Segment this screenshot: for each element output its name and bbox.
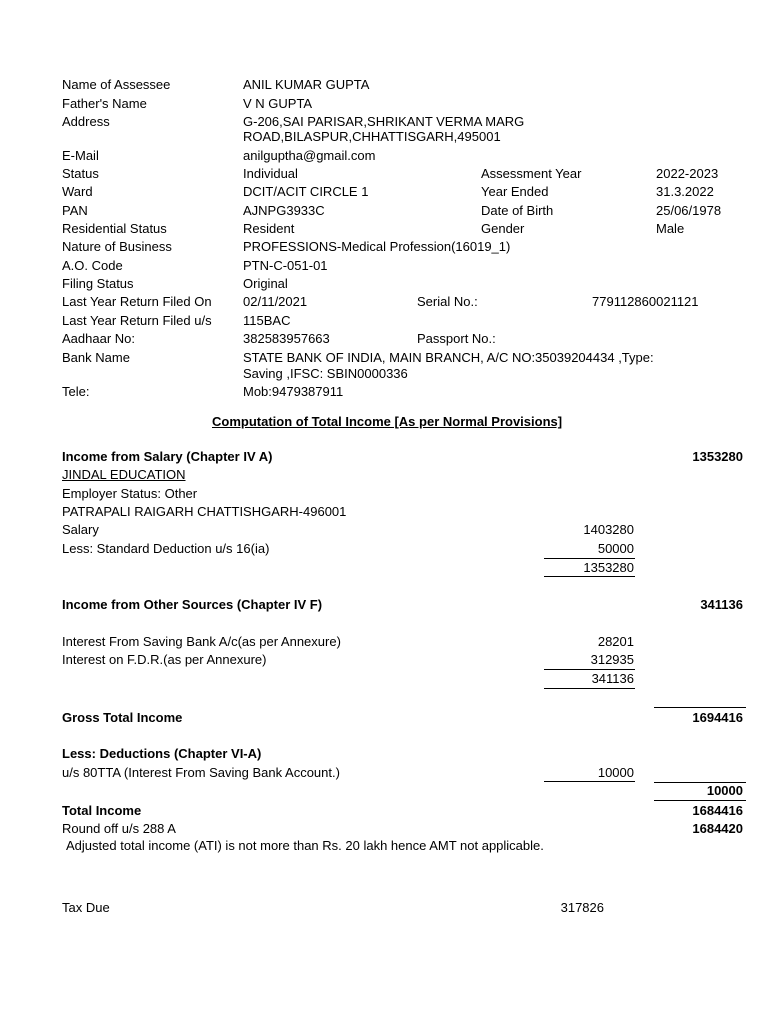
salary-label: Salary — [62, 522, 99, 537]
salary-subtotal-rule-bottom — [544, 576, 635, 577]
label-last-year-return-filed-on: Last Year Return Filed On — [62, 294, 212, 309]
round-off-label: Round off u/s 288 A — [62, 821, 176, 836]
fdr-interest-label: Interest on F.D.R.(as per Annexure) — [62, 652, 267, 667]
value-address-line-2: ROAD,BILASPUR,CHHATTISGARH,495001 — [243, 129, 501, 144]
label-address: Address — [62, 114, 110, 129]
label-tele: Tele: — [62, 384, 90, 399]
value-ao-code: PTN-C-051-01 — [243, 258, 328, 273]
value-residential-status: Resident — [243, 221, 295, 236]
value-address-line-1: G-206,SAI PARISAR,SHRIKANT VERMA MARG — [243, 114, 525, 129]
label-gender: Gender — [481, 221, 525, 236]
label-email: E-Mail — [62, 148, 99, 163]
gross-total-label: Gross Total Income — [62, 710, 183, 725]
employer-address: PATRAPALI RAIGARH CHATTISHGARH-496001 — [62, 504, 347, 519]
label-pan: PAN — [62, 203, 88, 218]
label-ao-code: A.O. Code — [62, 258, 123, 273]
label-serial-no: Serial No.: — [417, 294, 478, 309]
gross-total-rule — [654, 707, 746, 708]
fdr-interest-value: 312935 — [590, 652, 634, 667]
value-tele: Mob:9479387911 — [243, 384, 344, 399]
saving-interest-label: Interest From Saving Bank A/c(as per Annexure) — [62, 634, 341, 649]
tax-due-label: Tax Due — [62, 900, 110, 915]
label-year-ended: Year Ended — [481, 184, 549, 199]
label-assessment-year: Assessment Year — [481, 166, 582, 181]
deductions-total: 10000 — [706, 783, 743, 798]
ati-note: Adjusted total income (ATI) is not more than Rs. 20 lakh hence AMT not applicable. — [66, 838, 544, 853]
value-nature-of-business: PROFESSIONS-Medical Profession(16019_1) — [243, 239, 511, 254]
label-nature-of-business: Nature of Business — [62, 239, 172, 254]
employer-status: Employer Status: Other — [62, 486, 198, 501]
deductions-heading: Less: Deductions (Chapter VI-A) — [62, 746, 262, 761]
salary-net: 1353280 — [583, 560, 634, 575]
computation-heading: Computation of Total Income [As per Normal Provisions] — [212, 414, 563, 429]
value-last-year-return-filed-us: 115BAC — [243, 313, 291, 328]
other-sources-net: 341136 — [591, 671, 634, 686]
label-status: Status — [62, 166, 99, 181]
label-date-of-birth: Date of Birth — [481, 203, 554, 218]
value-fathers-name: V N GUPTA — [243, 96, 313, 111]
value-filing-status: Original — [243, 276, 288, 291]
label-bank-name: Bank Name — [62, 350, 130, 365]
salary-value: 1403280 — [583, 522, 634, 537]
label-passport-no: Passport No.: — [417, 331, 496, 346]
label-fathers-name: Father's Name — [62, 96, 147, 111]
other-sources-heading: Income from Other Sources (Chapter IV F) — [62, 597, 323, 612]
value-gender: Male — [656, 221, 685, 236]
value-bank-line-2: Saving ,IFSC: SBIN0000336 — [243, 366, 408, 381]
value-serial-no: 779112860021121 — [592, 294, 699, 309]
value-pan: AJNPG3933C — [243, 203, 325, 218]
salary-total: 1353280 — [692, 449, 743, 464]
gross-total-value: 1694416 — [692, 710, 743, 725]
salary-subtotal-rule-top — [544, 558, 635, 559]
label-filing-status: Filing Status — [62, 276, 134, 291]
label-aadhaar-no: Aadhaar No: — [62, 331, 135, 346]
round-off-value: 1684420 — [692, 821, 743, 836]
value-year-ended: 31.3.2022 — [656, 184, 714, 199]
deductions-total-rule-bottom — [654, 800, 746, 801]
value-bank-line-1: STATE BANK OF INDIA, MAIN BRANCH, A/C NO:35039204434 ,Type: — [243, 350, 654, 365]
label-last-year-return-filed-us: Last Year Return Filed u/s — [62, 313, 212, 328]
salary-heading: Income from Salary (Chapter IV A) — [62, 449, 273, 464]
value-date-of-birth: 25/06/1978 — [656, 203, 722, 218]
standard-deduction-value: 50000 — [597, 541, 634, 556]
value-aadhaar-no: 382583957663 — [243, 331, 330, 346]
total-income-label: Total Income — [62, 803, 142, 818]
deduction-80tta-value: 10000 — [597, 765, 634, 780]
tax-due-value: 317826 — [560, 900, 604, 915]
other-sources-rule-top — [544, 669, 635, 670]
total-income-value: 1684416 — [692, 803, 743, 818]
value-assessment-year: 2022-2023 — [656, 166, 719, 181]
value-last-year-return-filed-on: 02/11/2021 — [243, 294, 308, 309]
employer-name: JINDAL EDUCATION — [62, 467, 186, 482]
value-name-of-assessee: ANIL KUMAR GUPTA — [243, 77, 370, 92]
label-ward: Ward — [62, 184, 93, 199]
label-residential-status: Residential Status — [62, 221, 167, 236]
label-name-of-assessee: Name of Assessee — [62, 77, 171, 92]
value-ward: DCIT/ACIT CIRCLE 1 — [243, 184, 369, 199]
other-sources-total: 341136 — [700, 597, 743, 612]
standard-deduction-label: Less: Standard Deduction u/s 16(ia) — [62, 541, 270, 556]
other-sources-rule-bottom — [544, 688, 635, 689]
saving-interest-value: 28201 — [597, 634, 634, 649]
value-status: Individual — [243, 166, 298, 181]
value-email: anilguptha@gmail.com — [243, 148, 376, 163]
deduction-80tta-label: u/s 80TTA (Interest From Saving Bank Account.) — [62, 765, 340, 780]
deduction-item-rule — [544, 781, 635, 782]
